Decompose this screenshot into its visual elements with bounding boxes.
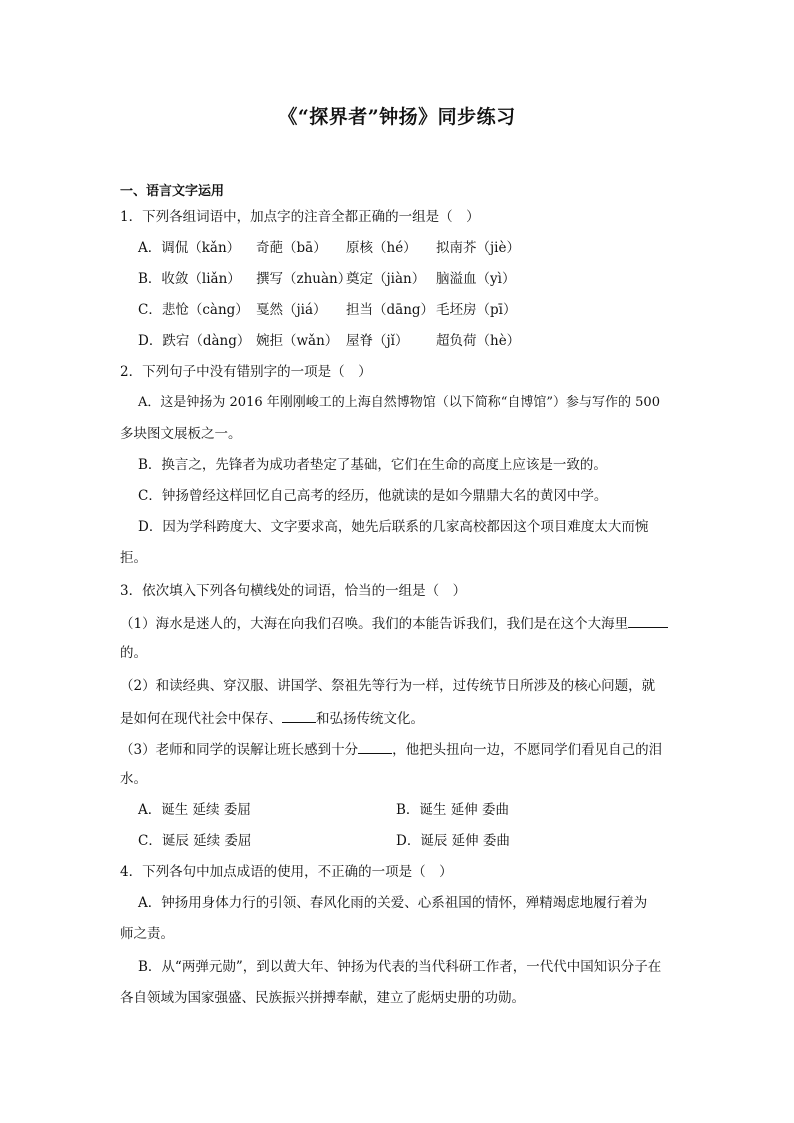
question-2-option-b: B．换言之，先锋者为成功者垫定了基础，它们在生命的高度上应该是一致的。 <box>138 457 607 473</box>
question-3-sentence-1-cont: 的。 <box>120 645 147 661</box>
question-1-option-d <box>138 332 520 350</box>
section-heading: 一、语言文字运用 <box>120 184 225 199</box>
fill-blank <box>358 739 392 754</box>
question-3-option-c: C．诞辰 延续 委屈 <box>138 833 252 849</box>
option-term: C．悲怆（càng） <box>138 302 249 318</box>
question-3-stem: 3．依次填入下列各句横线处的词语，恰当的一组是（ ） <box>120 583 467 599</box>
question-3-sentence-3-cont: 水。 <box>120 771 147 787</box>
option-term: 担当（dāng） <box>346 302 435 318</box>
question-4-option-b-cont: 各自领域为国家强盛、民族振兴拼搏奉献，建立了彪炳史册的功勋。 <box>120 990 525 1006</box>
question-3-option-a: A．诞生 延续 委屈 <box>138 802 251 818</box>
question-2-option-d: D．因为学科跨度大、文字要求高，她先后联系的几家高校都因这个项目难度太大而惋 <box>138 519 649 535</box>
question-2-option-c: C．钟扬曾经这样回忆自己高考的经历，他就读的是如今鼎鼎大名的黄冈中学。 <box>138 488 608 504</box>
question-1-stem: 1．下列各组词语中，加点字的注音全都正确的一组是（ ） <box>120 209 480 225</box>
option-term: 婉拒（wǎn） <box>256 333 339 349</box>
sentence-text: （3）老师和同学的误解让班长感到十分 <box>120 742 359 758</box>
question-3-sentence-1 <box>120 613 668 633</box>
option-term: 撰写（zhuàn） <box>256 271 352 287</box>
question-3-sentence-2: （2）和读经典、穿汉服、讲国学、祭祖先等行为一样，过传统节日所涉及的核心问题，就 <box>120 678 656 694</box>
option-term: 超负荷（hè） <box>436 333 521 349</box>
option-term: 奇葩（bā） <box>256 240 327 256</box>
question-3-option-d: D．诞辰 延伸 委曲 <box>396 833 510 849</box>
question-2-option-a-cont: 多块图文展板之一。 <box>120 426 242 442</box>
option-term: 毛坯房（pī） <box>436 302 517 318</box>
question-3-option-b: B．诞生 延伸 委曲 <box>396 802 510 818</box>
option-term: A．调侃（kǎn） <box>138 240 241 256</box>
question-4-option-a-cont: 师之责。 <box>120 926 174 942</box>
fill-blank <box>628 613 668 628</box>
option-term: B．收敛（liǎn） <box>138 271 241 287</box>
option-term: D．跌宕（dàng） <box>138 333 251 349</box>
question-1-option-a <box>138 239 520 257</box>
page-title: 《“探界者”钟扬》同步练习 <box>278 106 516 128</box>
sentence-text: （1）海水是迷人的，大海在向我们召唤。我们的本能告诉我们，我们是在这个大海里 <box>120 616 629 632</box>
question-2-option-a: A．这是钟扬为 2016 年刚刚峻工的上海自然博物馆（以下简称“自博馆”）参与写作的 500 <box>138 395 660 410</box>
question-2-option-d-cont: 拒。 <box>120 550 147 566</box>
option-term: 屋脊（jǐ） <box>346 333 409 349</box>
question-4-option-a: A．钟扬用身体力行的引领、春风化雨的关爱、心系祖国的情怀，殚精竭虑地履行着为 <box>138 895 648 911</box>
option-term: 奠定（jiàn） <box>346 271 426 287</box>
sentence-text: 和弘扬传统文化。 <box>316 711 424 727</box>
option-term: 戛然（jiá） <box>256 302 327 318</box>
option-term: 拟南芥（jiè） <box>436 240 520 256</box>
question-2-stem: 2．下列句子中没有错别字的一项是（ ） <box>120 364 372 380</box>
question-1-option-c <box>138 301 516 319</box>
sentence-text: 是如何在现代社会中保存、 <box>120 711 282 727</box>
question-3-sentence-3 <box>120 739 662 759</box>
sentence-text: ，他把头扭向一边，不愿同学们看见自己的泪 <box>392 742 663 758</box>
option-term: 原核（hé） <box>346 240 417 256</box>
option-term: 脑溢血（yì） <box>436 271 516 287</box>
question-1-option-b <box>138 270 515 288</box>
question-4-option-b: B．从“两弹元勋”，到以黄大年、钟扬为代表的当代科研工作者，一代代中国知识分子在 <box>138 959 662 975</box>
fill-blank <box>282 708 316 723</box>
question-3-sentence-2-cont <box>120 708 424 728</box>
question-4-stem: 4．下列各句中加点成语的使用，不正确的一项是（ ） <box>120 864 453 880</box>
